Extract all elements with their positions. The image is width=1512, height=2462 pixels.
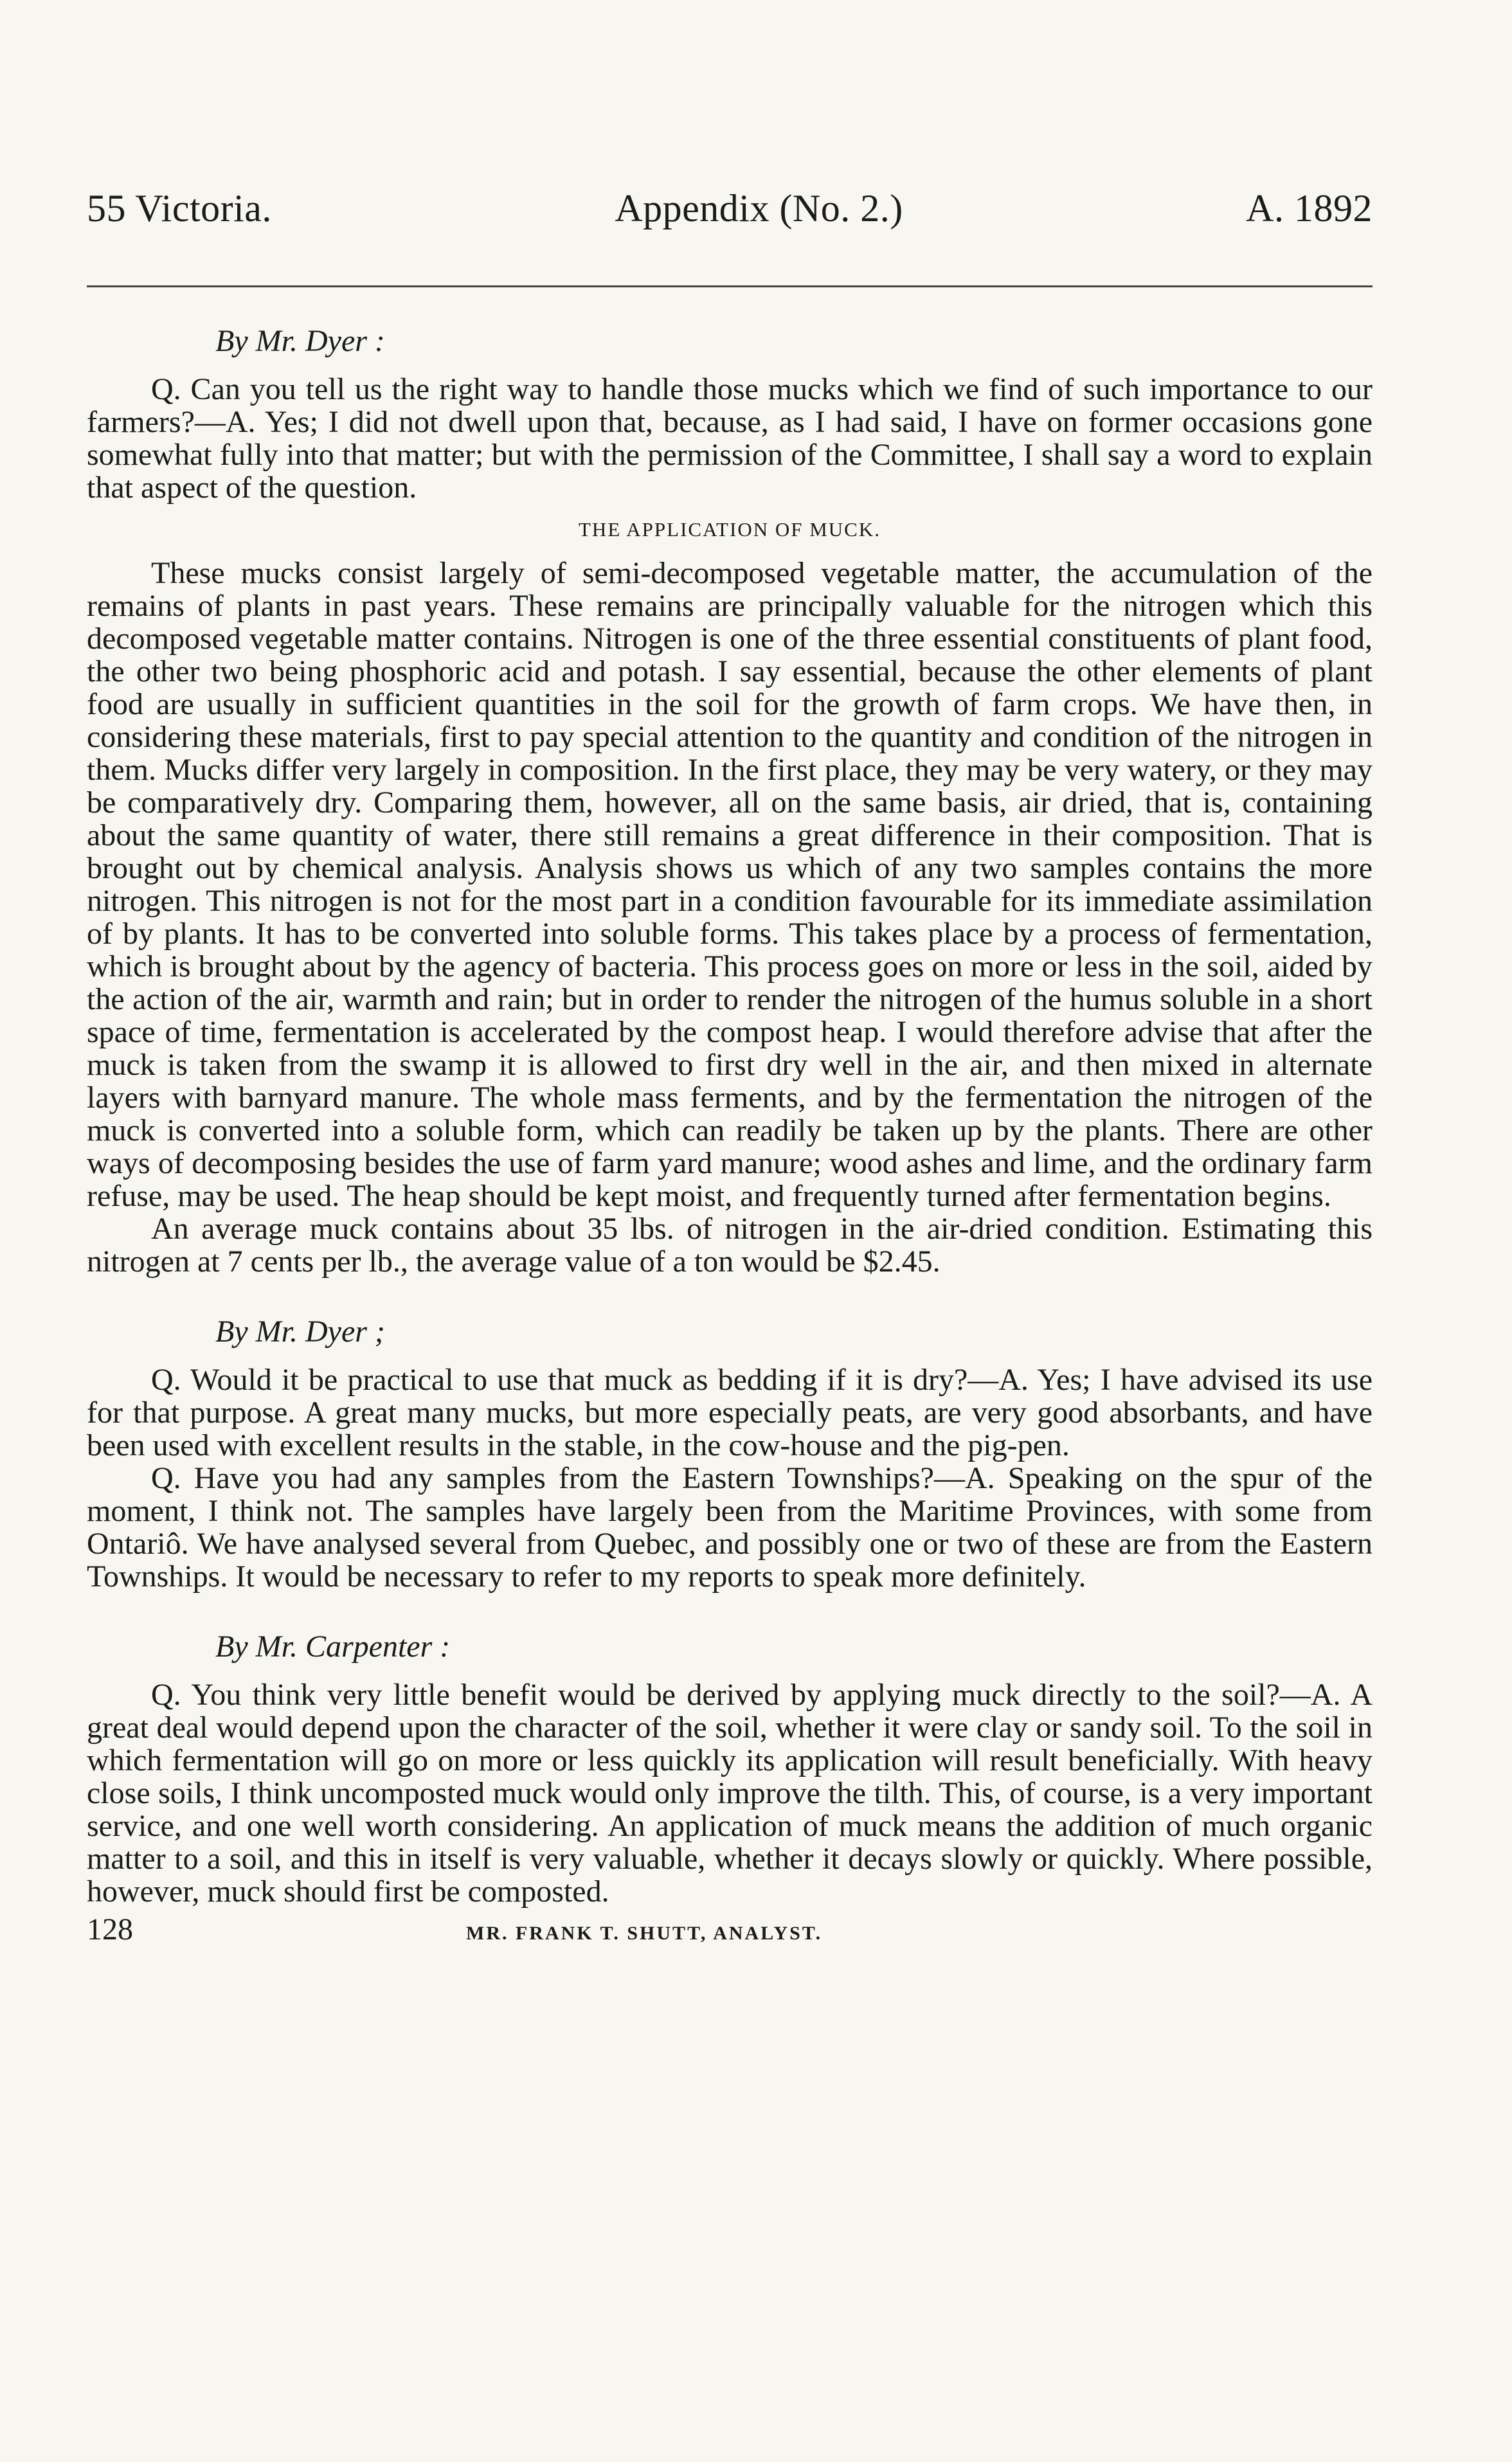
header-center: Appendix (No. 2.) bbox=[615, 187, 903, 229]
speaker-dyer-1: By Mr. Dyer : bbox=[215, 324, 385, 358]
header-right: A. 1892 bbox=[1246, 187, 1372, 229]
page-footer bbox=[87, 1912, 1372, 1947]
document-page bbox=[87, 186, 1372, 1947]
speaker-dyer-2: By Mr. Dyer ; bbox=[215, 1315, 385, 1349]
speaker-carpenter: By Mr. Carpenter : bbox=[215, 1630, 451, 1664]
para-average-muck: An average muck contains about 35 lbs. of nitrogen in the air-dried condition. Estimating this nitrogen at 7 cents per lb., the average value of a ton would be $2.45. bbox=[87, 1212, 1372, 1279]
footer-analyst-name: MR. FRANK T. SHUTT, ANALYST. bbox=[466, 1923, 823, 1944]
body-text bbox=[87, 323, 1372, 1908]
page-number: 128 bbox=[87, 1912, 133, 1946]
section-heading: THE APPLICATION OF MUCK. bbox=[579, 518, 881, 541]
qa-handle-mucks: Q. Can you tell us the right way to handle those mucks which we find of such importance to our farmers?—A. Yes; I did not dwell upon that, because, as I had said, I have on former occasions gone somewhat fully into that matter; but with the permission of the Committee, I shall say a word to explain that aspect of the question. bbox=[87, 372, 1372, 505]
qa-bedding: Q. Would it be practical to use that muck as bedding if it is dry?—A. Yes; I have advised its use for that purpose. A great many mucks, but more especially peats, are very good absorbants, and have been used with excellent results in the stable, in the cow-house and the pig-pen. bbox=[87, 1363, 1372, 1462]
qa-apply-directly: Q. You think very little benefit would be derived by applying muck directly to the soil?—A. A great deal would depend upon the character of the soil, whether it were clay or sandy soil. To the soil in which fermentation will go on more or less quickly its application will result beneficially. With heavy close soils, I think uncomposted muck would only improve the tilth. This, of course, is a very important service, and one well worth considering. An application of muck means the addition of much organic matter to a soil, and this in itself is very valuable, whether it decays slowly or quickly. Where possible, however, muck should first be composted. bbox=[87, 1678, 1372, 1909]
header-left: 55 Victoria. bbox=[87, 187, 272, 229]
running-head bbox=[87, 186, 1372, 231]
para-mucks-composition: These mucks consist largely of semi-decomposed vegetable matter, the accumulation of the remains of plants in past years. These remains are principally valuable for the nitrogen which this decomposed vegetable matter contains. Nitrogen is one of the three essential constituents of plant food, the other two being phosphoric acid and potash. I say essential, because the other elements of plant food are usually in sufficient quantities in the soil for the growth of farm crops. We have then, in considering these materials, first to pay special attention to the quantity and condition of the nitrogen in them. Mucks differ very largely in composition. In the first place, they may be very watery, or they may be comparatively dry. Comparing them, however, all on the same basis, air dried, that is, containing about the same quantity of water, there still remains a great difference in their composition. That is brought out by chemical analysis. Analysis shows us which of any two samples contains the more nitrogen. This nitrogen is not for the most part in a condition favourable for its immediate assimilation of by plants. It has to be converted into soluble forms. This takes place by a process of fermentation, which is brought about by the agency of bacteria. This process goes on more or less in the soil, aided by the action of the air, warmth and rain; but in order to render the nitrogen of the humus soluble in a short space of time, fermentation is accelerated by the compost heap. I would therefore advise that after the muck is taken from the swamp it is allowed to first dry well in the air, and then mixed in alternate layers with barnyard manure. The whole mass ferments, and by the fermentation the nitrogen of the muck is converted into a soluble form, which can readily be taken up by the plants. There are other ways of decomposing besides the use of farm yard manure; wood ashes and lime, and the ordinary farm refuse, may be used. The heap should be kept moist, and frequently turned after fermentation begins. bbox=[87, 556, 1372, 1213]
qa-eastern-townships: Q. Have you had any samples from the Eastern Townships?—A. Speaking on the spur of the moment, I think not. The samples have largely been from the Maritime Provinces, with some from Ontariô. We have analysed several from Quebec, and possibly one or two of these are from the Eastern Townships. It would be necessary to refer to my reports to speak more definitely. bbox=[87, 1461, 1372, 1594]
header-rule bbox=[87, 285, 1372, 287]
